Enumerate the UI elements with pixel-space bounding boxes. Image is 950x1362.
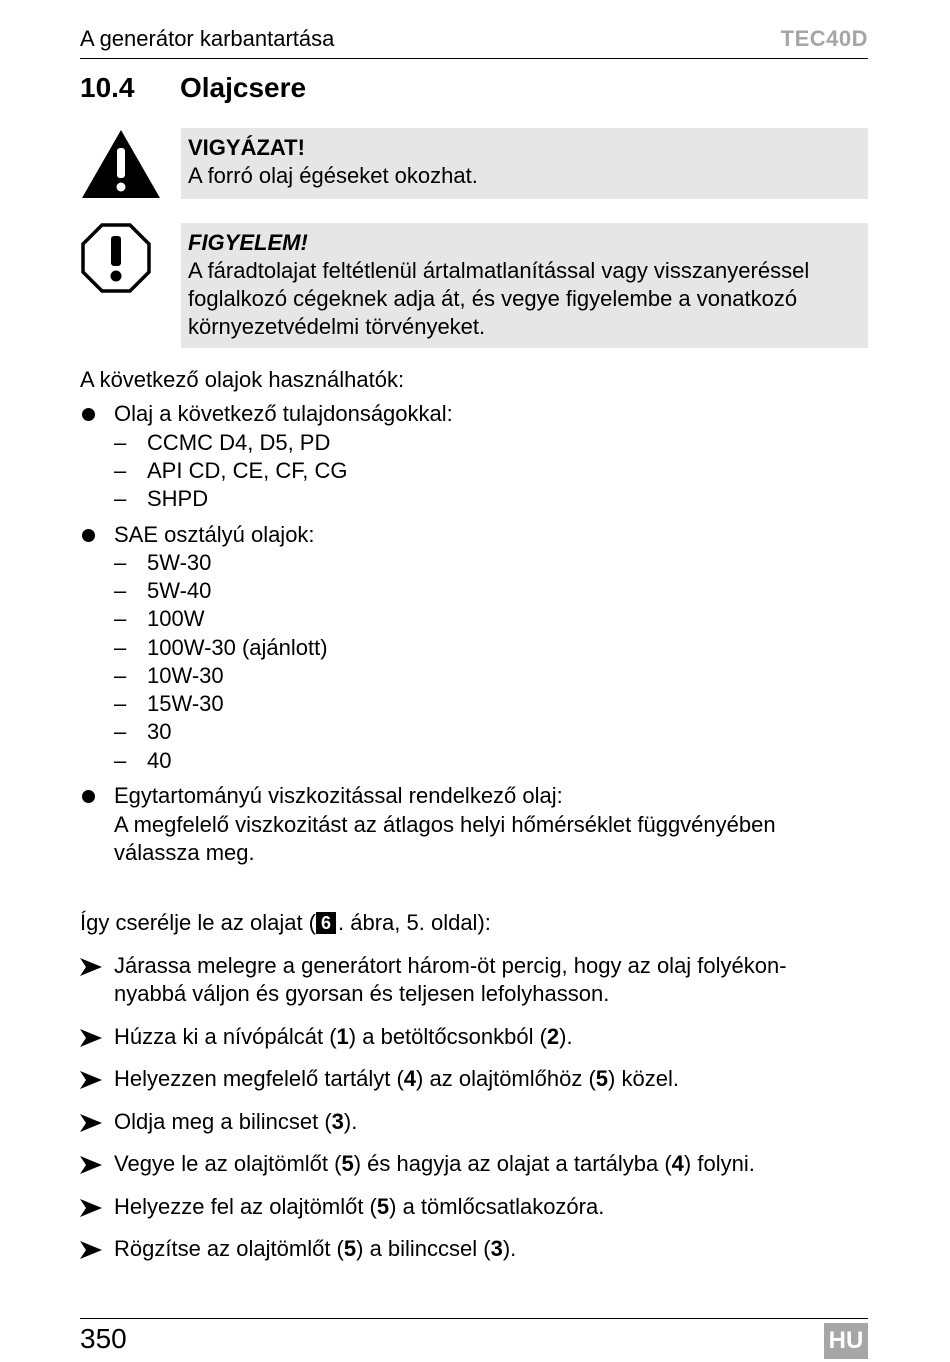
step-text: Vegye le az olajtömlőt (5) és hagyja az olajat a tartályba (4) folyni. xyxy=(114,1151,755,1176)
oil-group-label: Egytartományú viszkozitással rendelkező olaj: xyxy=(114,783,563,808)
header-model: TEC40D xyxy=(780,26,868,51)
step-text: Helyezze fel az olajtömlőt (5) a tömlőcsatlakozóra. xyxy=(114,1194,605,1219)
step-arrow-icon xyxy=(79,1070,103,1090)
dash-marker: – xyxy=(114,748,127,773)
dash-marker: – xyxy=(114,486,127,511)
step-text: Húzza ki a nívópálcát (1) a betöltőcsonkból (2). xyxy=(114,1024,573,1049)
bullet-icon xyxy=(82,408,95,421)
step-arrow-icon xyxy=(79,1028,103,1048)
caution-heading: VIGYÁZAT! xyxy=(188,135,305,160)
oil-group-text: A megfelelő viszkozitást az átlagos helyi hőmérséklet függvényében xyxy=(114,812,776,837)
section-number: 10.4 xyxy=(80,72,135,103)
dash-marker: – xyxy=(114,550,127,575)
dash-marker: – xyxy=(114,578,127,603)
oil-item: 40 xyxy=(147,748,172,773)
bullet-icon xyxy=(82,790,95,803)
step-arrow-icon xyxy=(79,1240,103,1260)
step-arrow-icon xyxy=(79,1113,103,1133)
howto-before: Így cserélje le az olajat ( xyxy=(80,910,316,935)
howto-text xyxy=(80,909,491,937)
caution-box xyxy=(181,128,868,199)
notice-line: A fáradtolajat feltétlenül ártalmatlanítással vagy visszanyeréssel xyxy=(188,258,810,283)
step-arrow-icon xyxy=(79,1198,103,1218)
notice-box xyxy=(181,223,868,348)
dash-marker: – xyxy=(114,606,127,631)
page-number: 350 xyxy=(80,1323,127,1354)
oil-item: 30 xyxy=(147,719,172,744)
notice-octagon-icon xyxy=(80,222,152,294)
dash-marker: – xyxy=(114,719,127,744)
step-text: Rögzítse az olajtömlőt (5) a bilinccsel (3). xyxy=(114,1236,517,1261)
footer-divider xyxy=(80,1318,868,1319)
notice-line: környezetvédelmi törvényeket. xyxy=(188,314,486,339)
step-arrow-icon xyxy=(79,957,103,977)
oil-item: 100W-30 (ajánlott) xyxy=(147,635,328,660)
oil-group-label: Olaj a következő tulajdonságokkal: xyxy=(114,401,453,426)
dash-marker: – xyxy=(114,458,127,483)
intro-text: A következő olajok használhatók: xyxy=(80,367,405,392)
section-heading xyxy=(80,72,306,104)
notice-heading: FIGYELEM! xyxy=(188,230,308,255)
oil-item: 5W-30 xyxy=(147,550,212,575)
section-title: Olajcsere xyxy=(180,72,307,103)
oil-group-label: SAE osztályú olajok: xyxy=(114,522,315,547)
step-arrow-icon xyxy=(79,1155,103,1175)
oil-item: 10W-30 xyxy=(147,663,224,688)
oil-item: 100W xyxy=(147,606,205,631)
page-header xyxy=(80,24,868,59)
oil-item: 15W-30 xyxy=(147,691,224,716)
oil-item: API CD, CE, CF, CG xyxy=(147,458,348,483)
step-text: Oldja meg a bilincset (3). xyxy=(114,1109,358,1134)
dash-marker: – xyxy=(114,691,127,716)
dash-marker: – xyxy=(114,635,127,660)
howto-after: . ábra, 5. oldal): xyxy=(338,910,491,935)
oil-item: CCMC D4, D5, PD xyxy=(147,430,331,455)
dash-marker: – xyxy=(114,663,127,688)
language-badge: HU xyxy=(824,1323,868,1359)
notice-line: foglalkozó cégeknek adja át, és vegye figyelembe a vonatkozó xyxy=(188,286,798,311)
bullet-icon xyxy=(82,529,95,542)
oil-item: SHPD xyxy=(147,486,209,511)
oil-item: 5W-40 xyxy=(147,578,212,603)
oil-group-text: válassza meg. xyxy=(114,840,255,865)
dash-marker: – xyxy=(114,430,127,455)
warning-triangle-icon xyxy=(80,128,162,200)
header-title: A generátor karbantartása xyxy=(80,26,335,51)
step-text: Járassa melegre a generátort három-öt percig, hogy az olaj folyékon- xyxy=(114,953,787,978)
figure-badge: 6 xyxy=(316,912,336,934)
step-text-continued: nyabbá váljon és gyorsan és teljesen lefolyhasson. xyxy=(114,981,610,1006)
caution-text: A forró olaj égéseket okozhat. xyxy=(188,163,478,188)
step-text: Helyezzen megfelelő tartályt (4) az olajtömlőhöz (5) közel. xyxy=(114,1066,679,1091)
